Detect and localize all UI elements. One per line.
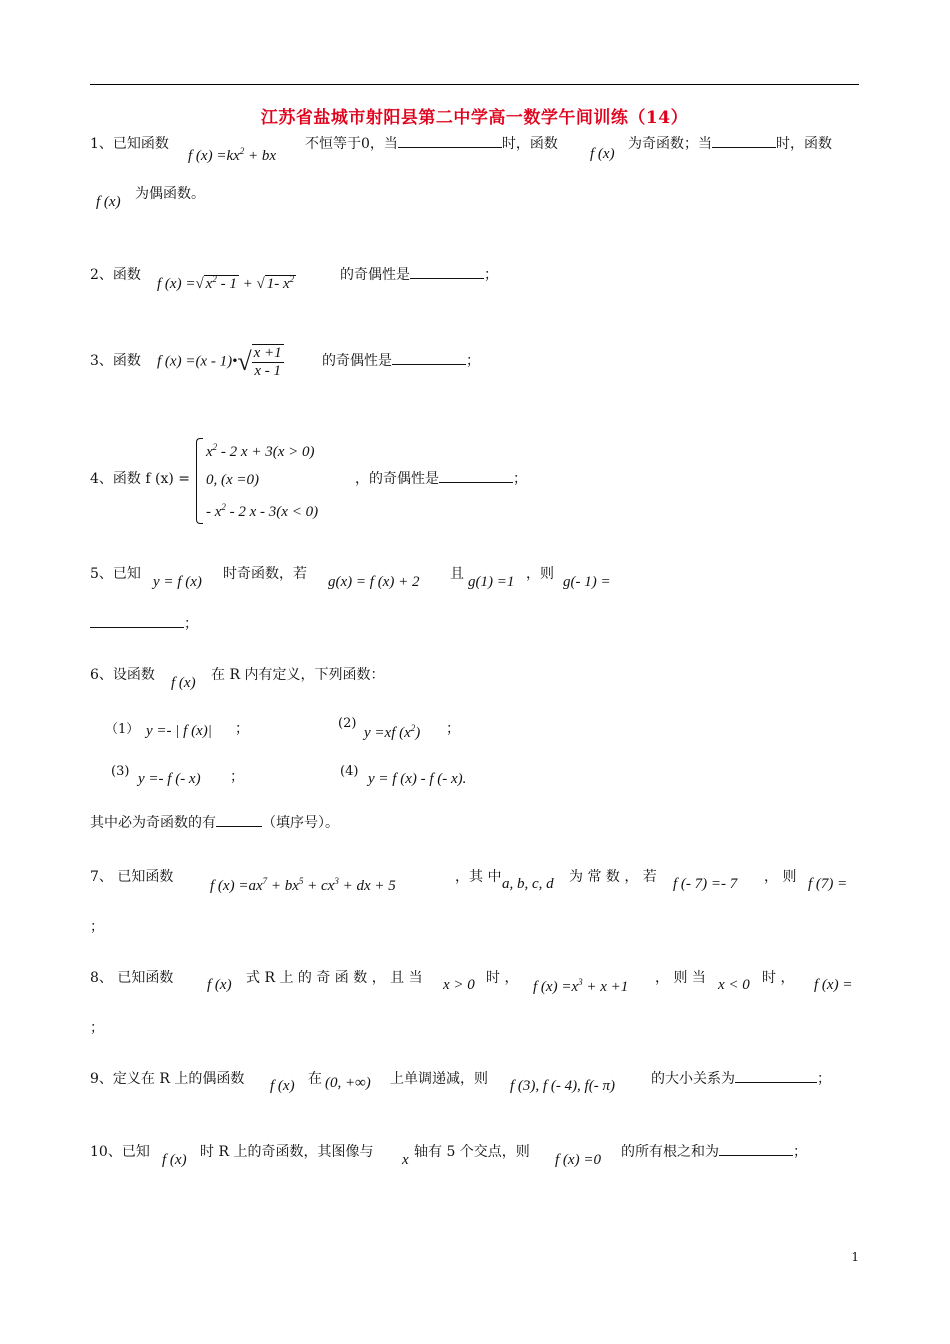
answer-blank-9[interactable] xyxy=(735,1068,817,1083)
page-number: 1 xyxy=(851,1250,859,1264)
answer-blank-2[interactable] xyxy=(410,264,484,279)
item-1-expr: y =- | f (x)| xyxy=(146,723,212,739)
problem-8-text-4: 时 ， xyxy=(762,970,795,986)
problem-8-f3: f (x) = xyxy=(814,977,853,993)
problem-2-text: 的奇偶性是 ； xyxy=(340,264,498,284)
problem-6-label: 6、设函数 xyxy=(90,667,155,683)
problem-4-label: 4、函数 f (x) = xyxy=(90,471,190,487)
problem-5-f4: g(- 1) = xyxy=(563,574,611,590)
piecewise-case-1: $x^2 - 2$ x + 3(x > 0) xyxy=(206,442,315,460)
answer-blank-3[interactable] xyxy=(392,350,466,365)
problem-7-formula: f $(x) =ax^7 + bx^5 + cx^3$ + dx + 5 xyxy=(210,876,396,894)
item-3-index: (3) xyxy=(111,764,130,779)
problem-8-c1: x > 0 xyxy=(443,977,475,993)
problem-5-f1: y = f (x) xyxy=(153,574,202,590)
problem-9-text-2: 上单调递减，则 xyxy=(390,1071,488,1087)
problem-1-text-3: 为偶函数。 xyxy=(135,186,205,202)
problem-6-text: 在 R 内有定义，下列函数： xyxy=(211,667,385,683)
problem-7-end: ； xyxy=(90,919,104,935)
problem-5-f2: g(x) = f (x) + 2 xyxy=(328,574,420,590)
problem-9-interval: (0, +∞) xyxy=(325,1075,371,1091)
problem-9-text: 在 xyxy=(308,1071,322,1087)
problem-10-text-3: 的所有根之和为 ； xyxy=(621,1141,807,1161)
problem-4-text: ，的奇偶性是 ； xyxy=(355,468,527,488)
problem-3-formula: f (x) =(x - 1)•√ $\frac{x +1}{x - 1}$ xyxy=(157,345,282,379)
problem-6-question: 其中必为奇函数的有 （填序号）。 xyxy=(90,812,339,832)
piecewise-case-3: - $x^2 - 2$ x - 3(x < 0) xyxy=(206,502,319,520)
problem-10-text: 时 R 上的奇函数，其图像与 xyxy=(200,1144,374,1160)
piecewise-brace xyxy=(196,438,203,524)
problem-7-label: 7、 已知函数 xyxy=(90,869,174,885)
problem-3-label: 3、函数 xyxy=(90,353,141,369)
problem-5-text-3: ，则 xyxy=(526,566,554,582)
problem-9-text-3: 的大小关系为 ； xyxy=(651,1068,831,1088)
problem-8-end: ； xyxy=(90,1020,104,1036)
page-title: 江苏省盐城市射阳县第二中学高一数学午间训练（14） xyxy=(260,108,689,128)
problem-9-label: 9、定义在 R 上的偶函数 xyxy=(90,1071,245,1087)
problem-10-fx: f (x) xyxy=(162,1152,187,1168)
problem-7-vars: a, b, c, d xyxy=(502,876,554,892)
answer-blank-6[interactable] xyxy=(216,812,262,827)
problem-5-label: 5、已知 xyxy=(90,566,141,582)
problem-1-fx: f (x) xyxy=(590,146,615,162)
problem-1-text-2: 为奇函数；当 时，函数 xyxy=(628,133,832,153)
problem-1-text: 不恒等于0，当 时，函数 xyxy=(305,133,558,153)
problem-1-fx-2: f (x) xyxy=(96,194,121,210)
problem-2-formula: f (x) =√ $x^2 - 1$ + √ 1- $x^2$ xyxy=(157,274,295,292)
problem-5-answer-line: ； xyxy=(90,613,198,633)
problem-1-line-1: 1、已知函数 xyxy=(90,136,169,152)
answer-blank-1a[interactable] xyxy=(398,133,502,148)
item-4-index: (4) xyxy=(340,764,359,779)
problem-7-f2: f (- 7) =- 7 xyxy=(673,876,738,892)
item-3-sep: ； xyxy=(230,769,244,785)
problem-8-label: 8、 已知函数 xyxy=(90,970,174,986)
item-1-index: （1） xyxy=(105,722,140,737)
problem-8-text-3: ， 则 当 xyxy=(655,970,706,986)
item-4-expr: y = f (x) - f (- x). xyxy=(368,771,467,787)
item-2-expr: y =xf $(x^2)$ xyxy=(364,723,421,741)
answer-blank-1b[interactable] xyxy=(712,133,776,148)
problem-8-text: 式 R 上 的 奇 函 数 ， 且 当 xyxy=(246,970,423,986)
problem-10-f2: f (x) =0 xyxy=(555,1152,601,1168)
problem-5-text-2: 且 xyxy=(450,566,464,582)
problem-8-text-2: 时 ， xyxy=(486,970,519,986)
answer-blank-5[interactable] xyxy=(90,613,184,628)
problem-7-text-2: 为 常 数 ， 若 xyxy=(569,869,657,885)
problem-9-fx: f (x) xyxy=(270,1078,295,1094)
problem-6-fx: f (x) xyxy=(171,675,196,691)
problem-8-c2: x < 0 xyxy=(718,977,750,993)
problem-2-label: 2、函数 xyxy=(90,267,141,283)
problem-3-text: 的奇偶性是 ； xyxy=(322,350,480,370)
problem-10-text-2: 轴有 5 个交点，则 xyxy=(414,1144,530,1160)
problem-1-formula: f $(x) =kx^2$ + bx xyxy=(188,146,277,164)
problem-8-f2: f $(x) =x^3 + x +1$ xyxy=(533,977,629,995)
header-rule xyxy=(90,84,859,85)
problem-10-x: x xyxy=(402,1152,409,1168)
answer-blank-4[interactable] xyxy=(439,468,513,483)
problem-9-values: f (3), f (- 4), f(- π) xyxy=(510,1078,615,1094)
item-1-sep: ； xyxy=(235,721,249,737)
problem-8-fx: f (x) xyxy=(207,977,232,993)
problem-7-text-3: ， 则 xyxy=(764,869,797,885)
problem-7-text: ，其 中 xyxy=(455,869,502,885)
item-2-index: (2) xyxy=(338,716,357,731)
problem-10-label: 10、已知 xyxy=(90,1144,150,1160)
problem-5-text: 时奇函数，若 xyxy=(223,566,307,582)
piecewise-case-2: 0, (x =0) xyxy=(206,472,260,488)
problem-7-f3: f (7) = xyxy=(808,876,848,892)
item-3-expr: y =- f (- x) xyxy=(138,771,201,787)
item-2-sep: ； xyxy=(446,721,460,737)
problem-5-f3: g(1) =1 xyxy=(468,574,515,590)
answer-blank-10[interactable] xyxy=(719,1141,793,1156)
